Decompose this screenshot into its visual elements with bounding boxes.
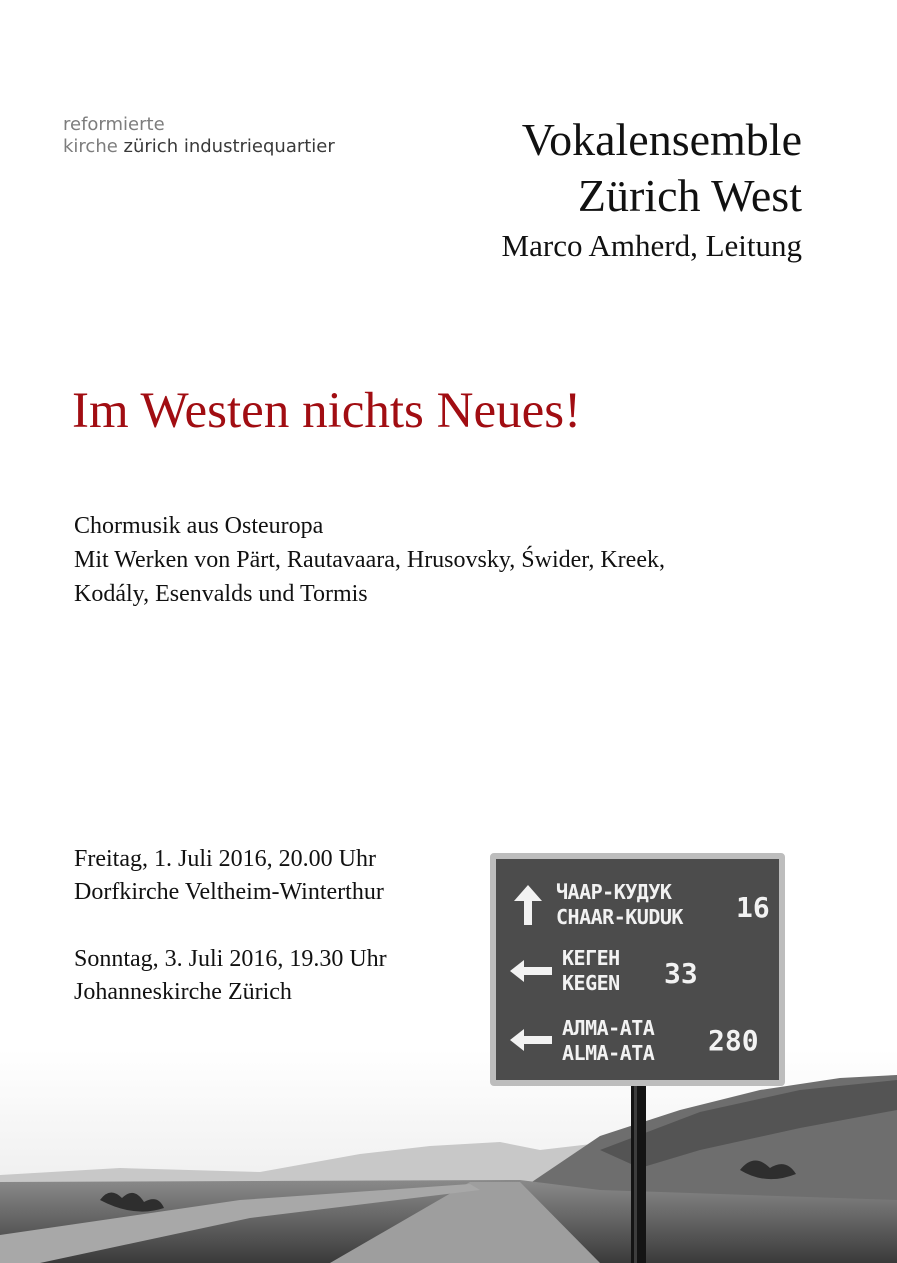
logo-line-2 xyxy=(63,136,335,158)
logo-line-1: reformierte xyxy=(63,114,165,135)
destination-latin: KEGEN xyxy=(562,971,620,995)
event-date: Freitag, 1. Juli 2016, 20.00 Uhr xyxy=(74,846,376,872)
arrow-left-icon xyxy=(510,960,552,982)
destination-latin: CHAAR-KUDUK xyxy=(556,905,683,929)
event-list xyxy=(74,843,387,1009)
event-item xyxy=(74,843,387,909)
event-item xyxy=(74,943,387,1009)
arrow-up-icon xyxy=(514,885,542,925)
event-date: Sonntag, 3. Juli 2016, 19.30 Uhr xyxy=(74,946,387,972)
destination-cyrillic: ЧААР-КУДУК xyxy=(556,880,672,904)
road-sign xyxy=(490,853,785,1086)
concert-title: Im Westen nichts Neues! xyxy=(72,383,582,439)
church-logo xyxy=(63,114,335,158)
ensemble-leader: Marco Amherd, Leitung xyxy=(501,228,802,263)
destination-distance: 33 xyxy=(664,957,698,990)
program-line-3: Kodály, Esenvalds und Tormis xyxy=(74,581,368,607)
program-line-2: Mit Werken von Pärt, Rautavaara, Hrusovsky, Świder, Kreek, xyxy=(74,547,665,573)
program-line-1: Chormusik aus Osteuropa xyxy=(74,513,324,539)
logo-word-location: zürich industriequartier xyxy=(123,136,335,157)
destination-cyrillic: КЕГЕН xyxy=(562,946,620,970)
event-venue: Johanneskirche Zürich xyxy=(74,979,292,1005)
ensemble-name-line-2: Zürich West xyxy=(577,170,802,221)
sign-post-highlight xyxy=(634,1082,637,1263)
logo-word-kirche: kirche xyxy=(63,136,118,157)
destination-cyrillic: АЛМА-АТА xyxy=(562,1016,655,1040)
ensemble-block xyxy=(502,112,802,266)
destination-latin: ALMA-ATA xyxy=(562,1041,655,1065)
destination-distance: 16 xyxy=(736,891,770,924)
ensemble-name-line-1: Vokalensemble xyxy=(521,114,802,165)
destination-distance: 280 xyxy=(708,1024,759,1057)
program-description xyxy=(74,509,665,611)
arrow-left-icon xyxy=(510,1029,552,1051)
event-venue: Dorfkirche Veltheim-Winterthur xyxy=(74,879,384,905)
